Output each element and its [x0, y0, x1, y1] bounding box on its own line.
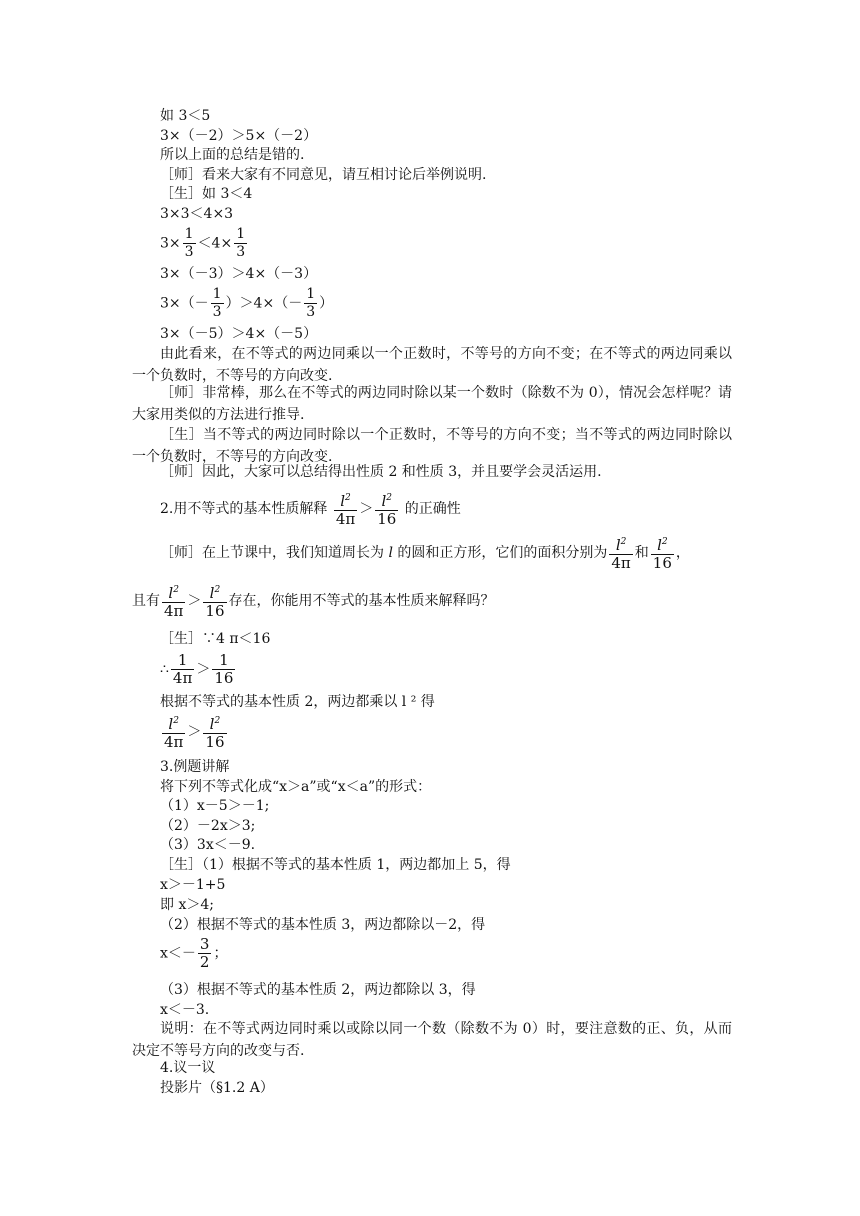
numerator: 3	[199, 935, 210, 953]
line: ［师］因此，大家可以总结得出性质 2 和性质 3，并且要学会灵活运用.	[160, 464, 602, 480]
fraction	[171, 652, 194, 687]
var: l	[615, 536, 621, 554]
denominator: 4π	[164, 733, 184, 751]
fraction	[212, 652, 235, 687]
numerator: 1	[212, 286, 222, 302]
denominator: 4π	[611, 554, 631, 572]
numerator: 1	[236, 226, 246, 242]
paragraph: 由此看来，在不等式的两边同乘以一个正数时，不等号的方向不变；在不等式的两边同乘以一个负数时，不等号的方向改变.	[132, 346, 732, 384]
gt: ＞	[196, 661, 211, 678]
line: x＜－3.	[160, 1002, 210, 1018]
numerator	[651, 534, 674, 554]
line: 3×（－5）＞4×（－5）	[160, 326, 318, 342]
denominator: 4π	[335, 510, 356, 528]
denominator: 16	[205, 602, 225, 620]
denominator: 16	[652, 554, 672, 572]
denominator: 16	[214, 669, 234, 687]
sup: 2	[661, 537, 668, 547]
numerator: 1	[177, 651, 188, 669]
line: 根据不等式的基本性质 2，两边都乘以 l ² 得	[160, 694, 435, 710]
line: ［生］如 3＜4	[160, 186, 253, 202]
denominator: 16	[205, 733, 225, 751]
text: 且有	[132, 593, 160, 609]
fraction	[334, 490, 357, 528]
fraction	[651, 534, 674, 572]
fraction	[203, 713, 226, 751]
gt: ＞	[187, 593, 202, 609]
text: ；	[213, 945, 228, 962]
denominator: 3	[212, 304, 222, 320]
paragraph: ［生］当不等式的两边同时除以一个正数时，不等号的方向不变；当不等式的两边同时除以一个负数时，不等号的方向改变.	[132, 427, 732, 465]
sup: 2	[620, 537, 627, 547]
line: （1）x－5＞－1;	[160, 798, 270, 814]
text: 存在，你能用不等式的基本性质来解释吗？	[228, 593, 495, 609]
math-line	[160, 226, 249, 261]
math-line	[160, 936, 227, 971]
var: l	[381, 492, 387, 510]
var: l	[340, 492, 346, 510]
line: 3×3＜4×3	[160, 206, 234, 222]
var: l	[388, 545, 393, 561]
numerator	[203, 582, 226, 602]
text: ）＞4×（－	[225, 295, 303, 312]
fraction	[183, 226, 196, 261]
denominator: 16	[377, 510, 397, 528]
fraction	[198, 936, 212, 971]
sup: 2	[173, 716, 179, 726]
denominator: 4π	[164, 602, 184, 620]
line: （2）－2x＞3;	[160, 818, 256, 834]
math-line	[160, 652, 237, 687]
line: ［师］看来大家有不同意见，请互相讨论后举例说明.	[160, 167, 487, 183]
text: 3×（－	[160, 295, 209, 312]
line: 投影片（§1.2 A）	[160, 1080, 274, 1096]
text: ，	[675, 545, 690, 561]
math-line	[160, 286, 333, 321]
sup: 2	[214, 716, 221, 726]
fraction	[609, 534, 632, 572]
line: 3×（－2）＞5×（－2）	[160, 128, 318, 144]
section-heading: 3.例题讲解	[160, 759, 230, 775]
fraction	[304, 286, 317, 321]
fraction	[375, 490, 398, 528]
numerator: 1	[184, 226, 194, 242]
text: ＜4×	[197, 235, 233, 252]
text: ∴	[160, 661, 169, 678]
var: l	[168, 715, 174, 733]
line: 如 3＜5	[160, 108, 211, 124]
denominator: 4π	[172, 669, 193, 687]
line: ［生］（1）根据不等式的基本性质 1，两边都加上 5，得	[160, 857, 511, 873]
numerator	[375, 490, 398, 510]
fraction	[162, 582, 185, 620]
line: 3×（－3）＞4×（－3）	[160, 266, 318, 282]
text: 和	[634, 545, 649, 561]
text: ［师］在上节课中，我们知道周长为	[160, 545, 389, 561]
var: l	[209, 584, 215, 602]
text: ）	[319, 295, 334, 312]
numerator	[162, 713, 185, 733]
paragraph-line	[132, 582, 495, 620]
paragraph: 说明：在不等式两边同时乘以或除以同一个数（除数不为 0）时，要注意数的正、负，从而决定不等号方向的改变与否.	[132, 1021, 732, 1059]
text: 的圆和正方形，它们的面积分别为	[392, 545, 608, 561]
denominator: 3	[236, 244, 246, 260]
line: 所以上面的总结是错的.	[160, 147, 305, 163]
section-heading	[160, 490, 461, 528]
line: x＞－1+5	[160, 877, 226, 893]
numerator	[609, 534, 632, 554]
sup: 2	[386, 493, 393, 503]
sup: 2	[345, 493, 351, 503]
numerator: 1	[219, 651, 229, 669]
line: （3）根据不等式的基本性质 2，两边都除以 3，得	[160, 982, 476, 998]
math-line	[160, 713, 229, 751]
numerator: 1	[306, 286, 316, 302]
fraction	[234, 226, 247, 261]
paragraph: ［师］非常棒，那么在不等式的两边同时除以某一个数时（除数不为 0），情况会怎样呢？请大家用类似的方法进行推导.	[132, 385, 732, 423]
paragraph-line	[160, 534, 690, 572]
sup: 2	[214, 585, 221, 595]
var: l	[657, 536, 662, 554]
var: l	[209, 715, 215, 733]
line: （2）根据不等式的基本性质 3，两边都除以－2，得	[160, 917, 486, 933]
fraction	[211, 286, 224, 321]
var: l	[168, 584, 174, 602]
line: ［生］∵4 π＜16	[160, 631, 271, 647]
denominator: 3	[184, 244, 194, 260]
fraction	[162, 713, 185, 751]
sup: 2	[173, 585, 179, 595]
denominator: 3	[306, 304, 316, 320]
numerator	[203, 713, 226, 733]
text: x＜－	[160, 945, 196, 962]
numerator	[162, 582, 185, 602]
line: 将下列不等式化成“x＞a”或“x＜a”的形式：	[160, 779, 432, 795]
denominator: 2	[199, 953, 210, 971]
gt: ＞	[359, 501, 374, 517]
section-heading: 4.议一议	[160, 1060, 216, 1076]
line: 即 x＞4;	[160, 897, 214, 913]
numerator	[334, 490, 357, 510]
gt: ＞	[187, 724, 202, 740]
fraction	[203, 582, 226, 620]
line: （3）3x＜－9.	[160, 837, 256, 853]
text: 2.用不等式的基本性质解释	[160, 501, 328, 517]
text: 的正确性	[404, 501, 461, 517]
text: 3×	[160, 235, 181, 252]
